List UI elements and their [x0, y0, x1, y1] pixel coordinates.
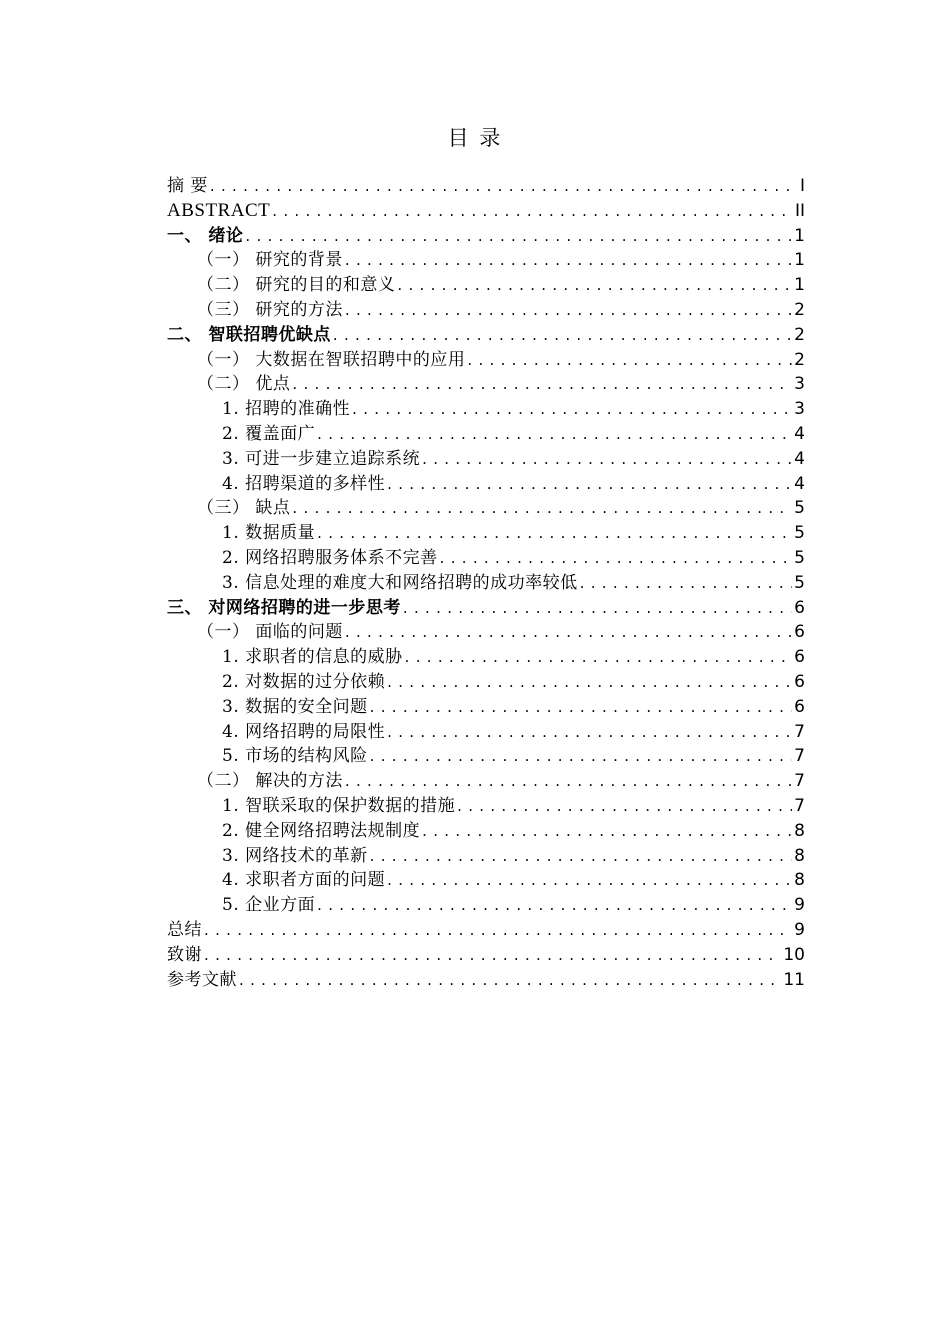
toc-entry-title: 1. 智联采取的保护数据的措施 [222, 795, 456, 816]
toc-entry-title: （一） 研究的背景 [197, 250, 343, 271]
toc-page-number: 6 [794, 622, 805, 643]
toc-entry-title: 总结 [167, 919, 202, 940]
toc-entry-title: ABSTRACT [167, 199, 271, 221]
toc-page-number: 5 [794, 498, 805, 519]
toc-entry-title: 2. 对数据的过分依赖 [222, 671, 386, 692]
toc-entry[interactable] [167, 571, 805, 596]
toc-entry[interactable] [167, 720, 805, 745]
toc-entry[interactable] [167, 546, 805, 571]
toc-entry-title: （一） 大数据在智联招聘中的应用 [197, 349, 466, 370]
toc-page-number: II [794, 200, 805, 221]
toc-entry[interactable] [167, 174, 805, 199]
toc-entry[interactable] [167, 224, 805, 249]
toc-dot-leader [467, 348, 792, 373]
toc-page-number: 1 [794, 250, 805, 271]
toc-page-number: 7 [794, 795, 805, 816]
toc-dot-leader [370, 695, 793, 720]
toc-entry[interactable] [167, 348, 805, 373]
toc-entry-title: 5. 企业方面 [222, 895, 316, 916]
toc-entry[interactable] [167, 521, 805, 546]
toc-entry[interactable] [167, 670, 805, 695]
toc-page-number: 5 [794, 572, 805, 593]
toc-entry-title: 致谢 [167, 944, 202, 965]
toc-entry-title: （三） 缺点 [197, 498, 291, 519]
toc-entry[interactable] [167, 273, 805, 298]
toc-entry-title: 3. 可进一步建立追踪系统 [222, 448, 421, 469]
toc-page-number: 8 [794, 870, 805, 891]
toc-dot-leader [333, 323, 792, 348]
toc-entry-title: 4. 求职者方面的问题 [222, 870, 386, 891]
toc-dot-leader [440, 546, 793, 571]
toc-entry-title: （三） 研究的方法 [197, 299, 343, 320]
toc-dot-leader [457, 794, 792, 819]
toc-entry[interactable] [167, 744, 805, 769]
toc-page-number: 6 [794, 696, 805, 717]
toc-dot-leader [345, 620, 792, 645]
toc-entry-title: 4. 招聘渠道的多样性 [222, 473, 386, 494]
toc-dot-leader [245, 224, 792, 249]
toc-entry[interactable] [167, 447, 805, 472]
toc-entry-title: 3. 信息处理的难度大和网络招聘的成功率较低 [222, 572, 578, 593]
toc-entry[interactable] [167, 794, 805, 819]
toc-dot-leader [204, 943, 781, 968]
toc-entry-title: 摘 要 [167, 176, 208, 196]
toc-page-number: 3 [794, 399, 805, 420]
toc-page-number: 2 [794, 349, 805, 370]
toc-page-number: 3 [794, 374, 805, 395]
toc-page-number: 6 [794, 671, 805, 692]
toc-dot-leader [405, 645, 793, 670]
toc-dot-leader [352, 397, 792, 422]
toc-dot-leader [370, 744, 793, 769]
toc-entry-title: 5. 市场的结构风险 [222, 746, 368, 767]
toc-entry[interactable] [167, 769, 805, 794]
toc-entry-title: 4. 网络招聘的局限性 [222, 721, 386, 742]
toc-dot-leader [387, 472, 792, 497]
toc-entry-title: 一、 绪论 [167, 225, 244, 246]
toc-entry-title: 三、 对网络招聘的进一步思考 [167, 597, 401, 618]
toc-entry[interactable] [167, 943, 805, 968]
toc-dot-leader [397, 273, 792, 298]
toc-title: 目 录 [447, 126, 503, 150]
toc-page-number: 7 [794, 746, 805, 767]
toc-entry[interactable] [167, 323, 805, 348]
toc-entry-title: 3. 数据的安全问题 [222, 696, 368, 717]
toc-entry[interactable] [167, 893, 805, 918]
toc-entry[interactable] [167, 397, 805, 422]
toc-dot-leader [580, 571, 793, 596]
toc-page-number: 7 [794, 721, 805, 742]
toc-entry[interactable] [167, 819, 805, 844]
toc-page-number: 8 [794, 845, 805, 866]
toc-entry-title: 2. 网络招聘服务体系不完善 [222, 547, 438, 568]
toc-dot-leader [210, 174, 795, 199]
toc-page-number: 5 [794, 523, 805, 544]
toc-entry-title: 2. 覆盖面广 [222, 423, 316, 444]
toc-entry[interactable] [167, 695, 805, 720]
toc-dot-leader [345, 248, 792, 273]
toc-entry[interactable] [167, 422, 805, 447]
toc-page-number: 8 [794, 820, 805, 841]
toc-page-number: 4 [794, 473, 805, 494]
toc-page-number: 4 [794, 423, 805, 444]
toc-dot-leader [387, 670, 792, 695]
toc-entry[interactable] [167, 620, 805, 645]
toc-dot-leader [239, 968, 781, 993]
toc-entry[interactable] [167, 918, 805, 943]
toc-entry-title: 2. 健全网络招聘法规制度 [222, 820, 421, 841]
toc-page-number: 6 [794, 597, 805, 618]
toc-page-number: 7 [794, 771, 805, 792]
toc-page-number: 11 [783, 969, 805, 990]
toc-entry[interactable] [167, 844, 805, 869]
toc-entry[interactable] [167, 645, 805, 670]
toc-entry[interactable] [167, 968, 805, 993]
toc-entry[interactable] [167, 199, 805, 224]
toc-dot-leader [292, 496, 792, 521]
toc-page-number: 5 [794, 547, 805, 568]
toc-page-number: 4 [794, 448, 805, 469]
toc-page-number: 9 [794, 895, 805, 916]
toc-dot-leader [317, 893, 792, 918]
toc-entry-title: （二） 解决的方法 [197, 771, 343, 792]
toc-page-number: 1 [794, 225, 805, 246]
toc-entry-title: 1. 求职者的信息的威胁 [222, 647, 403, 668]
toc-page-number: I [799, 176, 805, 196]
toc-entry[interactable] [167, 248, 805, 273]
toc-entry[interactable] [167, 868, 805, 893]
toc-dot-leader [345, 298, 792, 323]
toc-dot-leader [422, 819, 792, 844]
toc-dot-leader [387, 868, 792, 893]
toc-dot-leader [370, 844, 793, 869]
toc-entry-title: 1. 招聘的准确性 [222, 399, 351, 420]
toc-page-number: 10 [783, 944, 805, 965]
toc-dot-leader [204, 918, 792, 943]
toc-entry-title: （二） 研究的目的和意义 [197, 275, 396, 296]
toc-entry-title: 1. 数据质量 [222, 523, 316, 544]
toc-entry-title: 3. 网络技术的革新 [222, 845, 368, 866]
toc-dot-leader [317, 422, 792, 447]
toc-entry[interactable] [167, 496, 805, 521]
toc-dot-leader [272, 199, 793, 224]
toc-entry[interactable] [167, 596, 805, 621]
toc-entry-title: （二） 优点 [197, 374, 291, 395]
toc-dot-leader [317, 521, 792, 546]
toc-entry[interactable] [167, 472, 805, 497]
toc-dot-leader [403, 596, 792, 621]
toc-dot-leader [292, 372, 792, 397]
toc-page-number: 6 [794, 647, 805, 668]
toc-entry-title: 参考文献 [167, 969, 237, 990]
toc-entry-title: （一） 面临的问题 [197, 622, 343, 643]
toc-dot-leader [422, 447, 792, 472]
toc-entry[interactable] [167, 372, 805, 397]
toc-page-number: 1 [794, 275, 805, 296]
toc-entry[interactable] [167, 298, 805, 323]
toc-page-number: 2 [794, 324, 805, 345]
toc-dot-leader [345, 769, 792, 794]
toc-dot-leader [387, 720, 792, 745]
toc-page-number: 2 [794, 299, 805, 320]
toc-page-number: 9 [794, 919, 805, 940]
table-of-contents [167, 174, 805, 992]
toc-entry-title: 二、 智联招聘优缺点 [167, 324, 331, 345]
